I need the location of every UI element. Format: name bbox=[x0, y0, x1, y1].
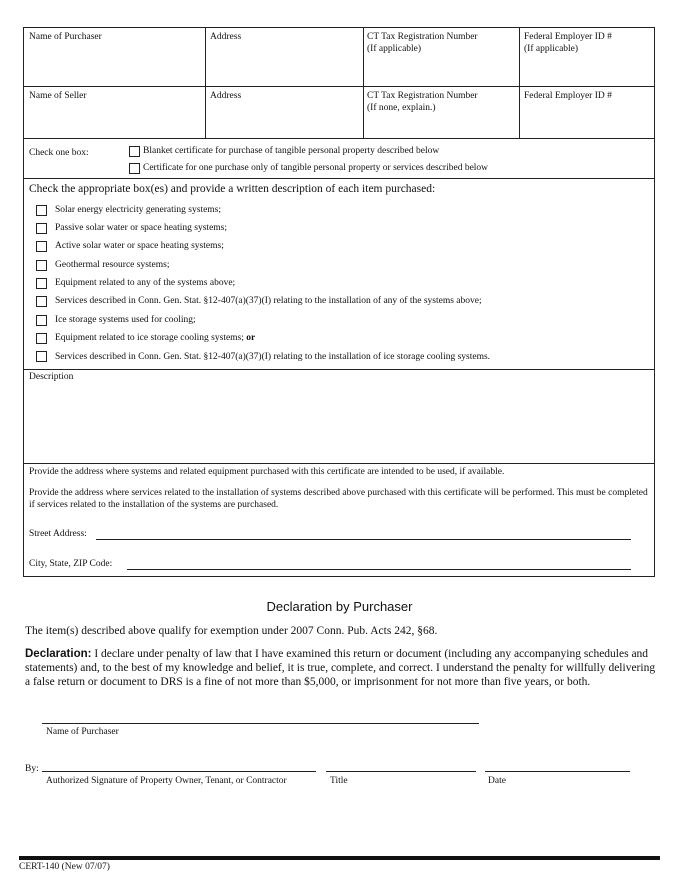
seller-address-field[interactable] bbox=[210, 90, 241, 102]
row-divider bbox=[24, 138, 654, 139]
signature-caption: Authorized Signature of Property Owner, Tenant, or Contractor bbox=[46, 776, 287, 786]
item-label: Services described in Conn. Gen. Stat. §12-407(a)(37)(I) relating to the installation of ice storage cooling systems. bbox=[55, 352, 491, 362]
item-checkbox[interactable] bbox=[36, 260, 47, 271]
street-address-line[interactable] bbox=[96, 539, 631, 540]
purchaser-fein-field[interactable] bbox=[524, 31, 612, 55]
title-line[interactable] bbox=[326, 771, 476, 772]
declaration-title: Declaration by Purchaser bbox=[266, 599, 413, 614]
item-checkbox[interactable] bbox=[36, 241, 47, 252]
item-checkbox[interactable] bbox=[36, 315, 47, 326]
qualify-statement: The item(s) described above qualify for exemption under 2007 Conn. Pub. Acts 242, §68. bbox=[25, 625, 438, 637]
item-label bbox=[55, 333, 255, 343]
column-divider bbox=[363, 28, 364, 138]
ct-tax-label: CT Tax Registration Number bbox=[367, 91, 478, 101]
item-checkbox[interactable] bbox=[36, 223, 47, 234]
description-area[interactable] bbox=[25, 384, 653, 460]
date-caption: Date bbox=[488, 776, 506, 786]
name-of-purchaser-caption: Name of Purchaser bbox=[46, 727, 119, 737]
item-label: Services described in Conn. Gen. Stat. §12-407(a)(37)(I) relating to the installation of any of the systems above; bbox=[55, 296, 482, 306]
ct-tax-label: CT Tax Registration Number bbox=[367, 32, 478, 42]
row-divider bbox=[24, 369, 654, 370]
purchaser-address-label: Address bbox=[210, 32, 242, 42]
column-divider bbox=[519, 28, 520, 138]
item-label: Solar energy electricity generating systems; bbox=[55, 205, 222, 215]
row-divider bbox=[24, 463, 654, 464]
item-label: Ice storage systems used for cooling; bbox=[55, 315, 196, 325]
blanket-certificate-checkbox[interactable] bbox=[129, 146, 140, 157]
address-note-2: Provide the address where services related to the installation of systems described above purchased with this certificate will be performed. This must be completed if services related to the installation of the systems are purchased. bbox=[29, 488, 648, 510]
by-label: By: bbox=[25, 764, 39, 774]
row-divider bbox=[24, 86, 654, 87]
signature-line[interactable] bbox=[42, 771, 316, 772]
item-label: Equipment related to any of the systems above; bbox=[55, 278, 236, 288]
purchaser-ct-tax-field[interactable] bbox=[367, 31, 478, 55]
declaration-label: Declaration: bbox=[25, 648, 92, 660]
check-one-label: Check one box: bbox=[29, 148, 89, 158]
purchaser-name-line[interactable] bbox=[42, 723, 479, 724]
item-checkbox[interactable] bbox=[36, 296, 47, 307]
item-label: Passive solar water or space heating systems; bbox=[55, 223, 228, 233]
seller-address-label: Address bbox=[210, 91, 242, 101]
seller-ct-tax-field[interactable] bbox=[367, 90, 478, 114]
single-purchase-checkbox[interactable] bbox=[129, 163, 140, 174]
declaration-text: I declare under penalty of law that I have examined this return or document (including any accompanying schedules and statements) and, to the best of my knowledge and belief, it is true, complete, and correct. I understand the penalty for willfully delivering a false return or document to DRS is a fine of not more than $5,000, or imprisonment for not more than five years, or both. bbox=[25, 648, 656, 688]
item-label-text: Equipment related to ice storage cooling systems; bbox=[55, 333, 244, 343]
certificate-form bbox=[23, 27, 655, 577]
form-id: CERT-140 (New 07/07) bbox=[19, 862, 110, 872]
item-checkbox[interactable] bbox=[36, 205, 47, 216]
row-divider bbox=[24, 178, 654, 179]
fein-label: Federal Employer ID # bbox=[524, 32, 612, 42]
title-caption: Title bbox=[330, 776, 348, 786]
city-state-zip-label: City, State, ZIP Code: bbox=[29, 559, 113, 569]
date-line[interactable] bbox=[485, 771, 630, 772]
fein-note: (If applicable) bbox=[524, 44, 579, 54]
ct-tax-note: (If none, explain.) bbox=[367, 103, 436, 113]
seller-name-field[interactable] bbox=[29, 90, 87, 102]
single-purchase-label: Certificate for one purchase only of tangible personal property or services described below bbox=[143, 163, 489, 173]
seller-name-label: Name of Seller bbox=[29, 91, 87, 101]
seller-fein-field[interactable] bbox=[524, 90, 612, 102]
footer-rule bbox=[19, 856, 660, 860]
purchaser-name-label: Name of Purchaser bbox=[29, 32, 102, 42]
item-checkbox[interactable] bbox=[36, 333, 47, 344]
items-heading: Check the appropriate box(es) and provide a written description of each item purchased: bbox=[29, 183, 436, 195]
column-divider bbox=[205, 28, 206, 138]
blanket-certificate-label: Blanket certificate for purchase of tangible personal property described below bbox=[143, 146, 440, 156]
description-label: Description bbox=[29, 372, 74, 382]
city-state-zip-line[interactable] bbox=[127, 569, 631, 570]
item-label: Geothermal resource systems; bbox=[55, 260, 170, 270]
fein-label: Federal Employer ID # bbox=[524, 91, 612, 101]
purchaser-address-field[interactable] bbox=[210, 31, 241, 43]
ct-tax-note: (If applicable) bbox=[367, 44, 422, 54]
address-note-1: Provide the address where systems and related equipment purchased with this certificate are intended to be used, if available. bbox=[29, 467, 505, 477]
declaration-paragraph bbox=[25, 647, 657, 689]
item-label: Active solar water or space heating systems; bbox=[55, 241, 224, 251]
purchaser-name-field[interactable] bbox=[29, 31, 102, 43]
item-checkbox[interactable] bbox=[36, 278, 47, 289]
or-word: or bbox=[246, 333, 256, 343]
item-checkbox[interactable] bbox=[36, 351, 47, 362]
street-address-label: Street Address: bbox=[29, 529, 87, 539]
